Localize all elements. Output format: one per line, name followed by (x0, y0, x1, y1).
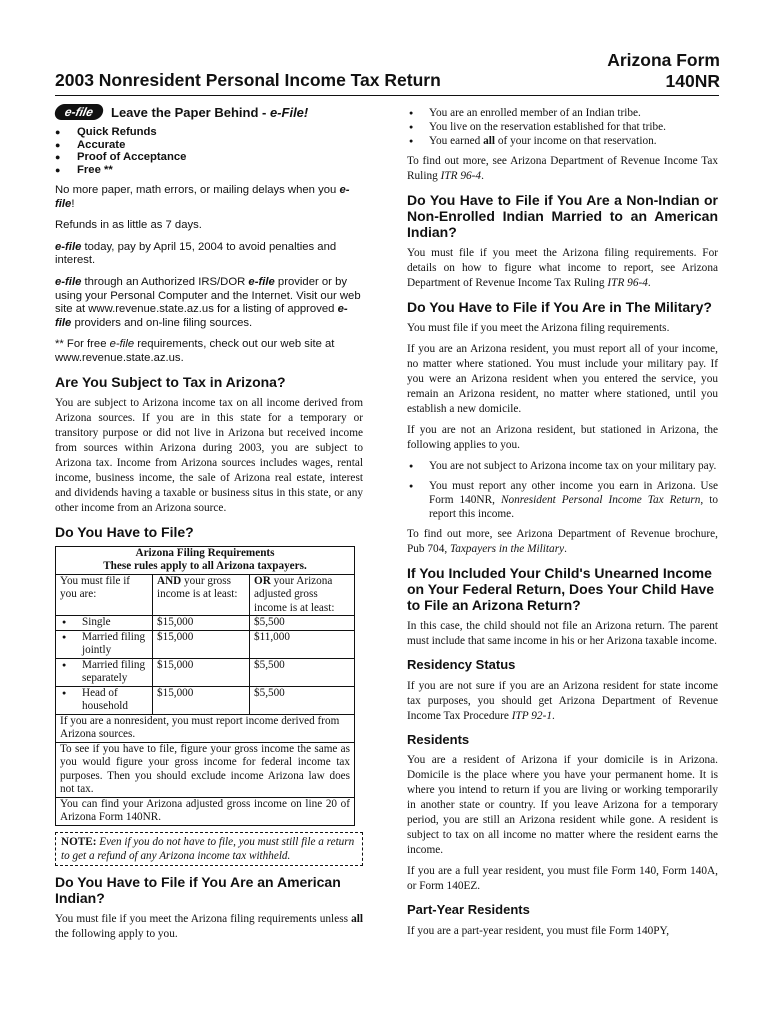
table-cell (56, 686, 153, 714)
heading-residency-status: Residency Status (407, 657, 516, 672)
efile-tagline-em: e-File! (269, 104, 309, 120)
text: all (483, 135, 496, 147)
list-item: ● Quick Refunds (55, 126, 363, 139)
efile-em: e-file (55, 240, 82, 253)
military-text-4 (407, 527, 718, 557)
table-cell: $5,500 (250, 616, 355, 631)
table-cell: $15,000 (153, 686, 250, 714)
table-header-cell (250, 574, 355, 616)
list-item: ● Free ** (55, 164, 363, 177)
table-title-line1: Arizona Filing Requirements (135, 546, 275, 559)
table-header-cell (153, 574, 250, 616)
text: You must file if you meet the Arizona filing requirements unless (55, 912, 352, 925)
ruling-ref: ITR 96-4 (440, 170, 482, 182)
table-header-cell: You must file if you are: (56, 574, 153, 616)
table-row (56, 686, 355, 714)
text: ** For free (55, 338, 110, 351)
efile-em: e-file (109, 338, 135, 351)
form-title: 2003 Nonresident Personal Income Tax Return (55, 70, 441, 90)
efile-paragraph-4 (55, 276, 363, 330)
efile-paragraph-2: Refunds in as little as 7 days. (55, 219, 202, 232)
text: today, pay by April 15, 2004 to avoid penalties and interest. (55, 240, 337, 267)
table-note: You can find your Arizona adjusted gross income on line 20 of Arizona Form 140NR. (56, 797, 355, 825)
text: your Arizona adjusted gross income is at least: (254, 574, 335, 614)
note-label: NOTE: (61, 835, 97, 848)
form-number-line2: 140NR (665, 71, 720, 91)
efile-em: e-file (55, 275, 82, 288)
left-column (55, 102, 363, 948)
note-text: Even if you do not have to file, you must still file a return to get a refund of any Arizona income tax withheld. (61, 835, 355, 862)
efile-paragraph-1 (55, 184, 363, 211)
heading-non-indian: Do You Have to File if You Are a Non-Indian or Non-Enrolled Indian Married to an American Indian? (407, 192, 718, 240)
table-row (56, 630, 355, 658)
form-number-line1: Arizona Form (607, 50, 720, 70)
table-row (56, 616, 355, 631)
text: , to report this income. (429, 494, 719, 520)
text: OR (254, 574, 271, 587)
filing-status: ● Married filing separately (60, 659, 148, 686)
filing-status: ● Single (60, 616, 148, 630)
text: AND (157, 574, 182, 587)
table-cell (56, 630, 153, 658)
efile-em: e-file (55, 303, 348, 329)
table-title (56, 546, 355, 574)
table-cell (56, 658, 153, 686)
residents-text-1: You are a resident of Arizona if your domicile is in Arizona. Domicile is the place where you have your permanent home. It is where you intend to return if you are living or working temporarily in another state or country. If you leave Arizona for a temporary period, you are still an Arizona resident while gone. A resident is subject to tax on all income no matter where the resident earns the income. (407, 754, 718, 856)
withholding-note (55, 832, 363, 866)
text: ! (71, 197, 75, 210)
american-indian-text (55, 912, 363, 942)
part-year-text: If you are a part-year resident, you must file Form 140PY, (407, 924, 670, 937)
table-row (56, 658, 355, 686)
heading-american-indian: Do You Have to File if You Are an American Indian? (55, 873, 341, 906)
table-note: To see if you have to file, figure your gross income the same as you would figure your gross income for federal income tax purposes. Then you should exclude income Arizona law does not tax. (56, 742, 355, 797)
text: provider or by using your Personal Computer and the Internet. Visit our web site at www.revenue.state.az.us for a listing of approved (55, 275, 361, 316)
filing-requirements-table (55, 546, 355, 826)
text: all (351, 912, 363, 925)
text: your gross income is at least: (157, 574, 238, 601)
text: To find out more, see Arizona Department of Revenue brochure, Pub 704, (407, 528, 718, 555)
subject-to-tax-text: You are subject to Arizona income tax on all income derived from Arizona sources. If you are in this state for a temporary or transitory purpose or did not live in Arizona but received income from sources within Arizona during 2003, you are subject to Arizona tax. Income from Arizona sources includes wages, rental income, business income, the sale of Arizona real estate, interest and dividends having a taxable or business situs in this state, or any other income from an Arizona source. (55, 396, 363, 514)
list-item: ● Proof of Acceptance (55, 151, 363, 164)
efile-benefits-list (55, 126, 363, 176)
military-text-3: If you are not an Arizona resident, but stationed in Arizona, the following applies to you. (407, 424, 718, 451)
heading-subject-to-tax: Are You Subject to Tax in Arizona? (55, 373, 286, 390)
text: You earned (429, 135, 484, 147)
efile-banner (55, 104, 363, 120)
list-item: ● You are not subject to Arizona income tax on your military pay. (407, 459, 718, 473)
pub-ref: Taxpayers in the Military (450, 543, 565, 555)
military-text-2: If you are an Arizona resident, you must report all of your income, no matter where stationed. You must include your military pay. If you were an Arizona resident when you entered the service, you remain an Arizona resident, no matter where stationed, until you establish a new domicile. (407, 343, 718, 415)
text: . (647, 277, 651, 289)
text: the following apply to you. (55, 927, 178, 940)
right-column (407, 106, 718, 945)
heading-part-year-residents: Part-Year Residents (407, 902, 530, 917)
ruling-ref: ITR 96-4 (607, 277, 648, 289)
american-indian-conditions (407, 106, 718, 148)
list-item: ● Accurate (55, 139, 363, 152)
find-out-more-text (407, 154, 718, 184)
military-nonresident-rules (407, 459, 718, 521)
text: No more paper, math errors, or mailing delays when you (55, 184, 340, 196)
text: providers and on-line filing sources. (71, 316, 253, 329)
residency-text (407, 679, 718, 724)
form-ref: Nonresident Personal Income Tax Return (500, 494, 701, 506)
efile-paragraph-5 (55, 338, 363, 365)
text: through an Authorized IRS/DOR (81, 275, 249, 288)
text: . (564, 543, 567, 555)
efile-em: e-file (248, 275, 275, 288)
table-cell: $5,500 (250, 658, 355, 686)
efile-tagline-text: Leave the Paper Behind - (111, 104, 270, 120)
heading-residents: Residents (407, 731, 470, 747)
text: To find out more, see Arizona Department of Revenue Income Tax Ruling (407, 155, 718, 182)
efile-em: e-file (55, 184, 350, 210)
list-item (407, 134, 718, 148)
text: requirements, check out our web site at www.revenue.state.az.us. (55, 338, 335, 364)
table-cell (56, 616, 153, 631)
table-cell: $11,000 (250, 630, 355, 658)
non-indian-text (407, 246, 718, 291)
text: You must report any other income you earn in Arizona. Use Form 140NR, (429, 480, 718, 506)
efile-logo: e-file (53, 104, 104, 120)
list-item: ● You live on the reservation established for that tribe. (407, 120, 718, 134)
child-text: In this case, the child should not file an Arizona return. The parent must include that same income in his or her Arizona taxable income. (407, 620, 718, 647)
military-text-1: You must file if you meet the Arizona filing requirements. (407, 322, 670, 334)
text: If you are not sure if you are an Arizona resident for state income tax purposes, you should get Arizona Department of Revenue Income Tax Procedure (407, 679, 718, 722)
text: . (552, 709, 555, 722)
text: . (481, 170, 484, 182)
procedure-ref: ITP 92-1 (511, 709, 552, 722)
filing-status: ● Married filing jointly (60, 631, 148, 658)
table-note: If you are a nonresident, you must report income derived from Arizona sources. (56, 714, 355, 742)
list-item (407, 479, 718, 521)
heading-child-unearned-income: If You Included Your Child's Unearned Income on Your Federal Return, Does Your Child Have to File an Arizona Return? (407, 565, 715, 613)
heading-do-you-have-to-file: Do You Have to File? (55, 523, 194, 540)
table-cell: $15,000 (153, 658, 250, 686)
header-divider (55, 95, 719, 96)
residents-text-2: If you are a full year resident, you must file Form 140, Form 140A, or Form 140EZ. (407, 865, 718, 892)
heading-military: Do You Have to File if You Are in The Military? (407, 299, 712, 315)
table-cell: $5,500 (250, 686, 355, 714)
table-title-line2: These rules apply to all Arizona taxpayers. (103, 560, 307, 573)
filing-status: ● Head of household (60, 687, 148, 714)
efile-paragraph-3 (55, 241, 363, 268)
efile-tagline (111, 105, 308, 120)
form-number (560, 50, 720, 92)
table-cell: $15,000 (153, 630, 250, 658)
text: You must file if you meet the Arizona filing requirements. For details on how to figure what income to report, see Arizona Department of Revenue Income Tax Ruling (407, 247, 718, 289)
table-cell: $15,000 (153, 616, 250, 631)
list-item: ● You are an enrolled member of an Indian tribe. (407, 106, 718, 120)
text: of your income on that reservation. (495, 135, 657, 147)
